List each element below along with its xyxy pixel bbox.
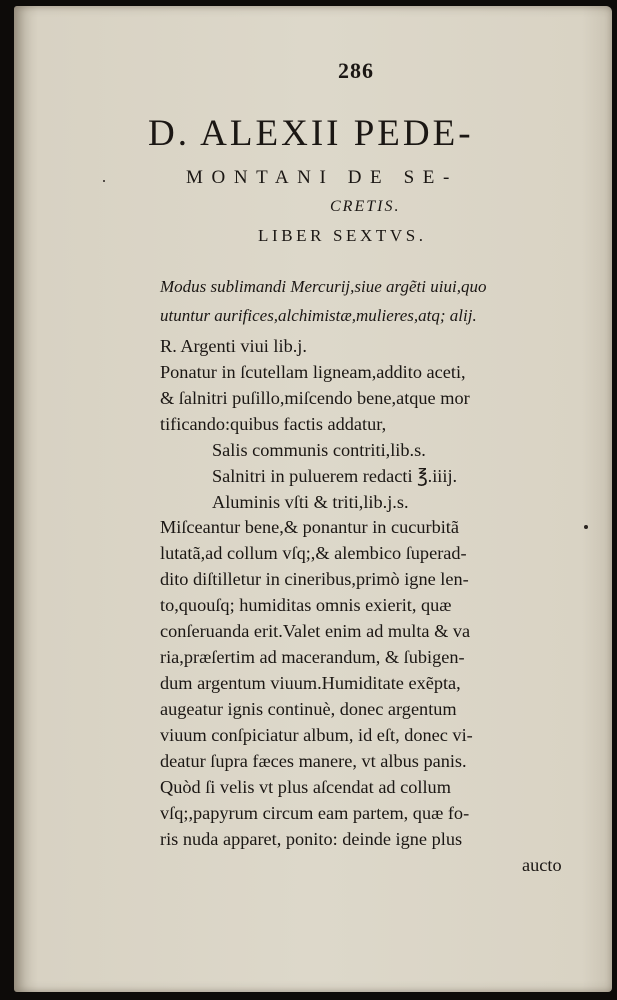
ingredient-line: Salnitri in puluerem redacti ℥.iiij. <box>212 466 458 486</box>
page-number: 286 <box>338 58 374 83</box>
body-line: lutatã,ad collum vſq;,& alembico ſuperad- <box>160 543 467 563</box>
body-line: dito diſtilletur in cineribus,primò igne len- <box>160 569 469 589</box>
body-line: R. Argenti viui lib.j. <box>160 336 307 356</box>
title-line-4: LIBER SEXTVS. <box>258 226 427 245</box>
body-line: tificando:quibus factis addatur, <box>160 414 387 434</box>
body-line: & ſalnitri puſillo,miſcendo bene,atque mor <box>160 388 470 408</box>
body-line: conſeruanda erit.Valet enim ad multa & va <box>160 621 471 641</box>
body-line: Quòd ſi velis vt plus aſcendat ad collum <box>160 777 451 797</box>
title-line-2: MONTANI DE SE- <box>186 167 458 188</box>
recipe-heading-line: utuntur aurifices,alchimistæ,mulieres,atq; alij. <box>160 306 477 325</box>
catchword: aucto <box>522 855 562 875</box>
recipe-heading-line: Modus sublimandi Mercurij,siue argẽti uiui,quo <box>160 277 487 296</box>
body-line: Ponatur in ſcutellam ligneam,addito aceti, <box>160 362 466 382</box>
body-line: dum argentum viuum.Humiditate exẽpta, <box>160 673 461 693</box>
body-line: deatur ſupra fæces manere, vt albus panis. <box>160 751 467 771</box>
body-line: augeatur ignis continuè, donec argentum <box>160 699 457 719</box>
ingredient-line: Salis communis contriti,lib.s. <box>212 440 426 460</box>
body-line: ria,præſertim ad macerandum, & ſubigen- <box>160 647 465 667</box>
title-line-1: D. ALEXII PEDE- <box>148 113 474 154</box>
body-line: Miſceantur bene,& ponantur in cucurbitã <box>160 517 459 537</box>
margin-mark <box>584 525 588 529</box>
title-line-3: CRETIS. <box>330 198 401 215</box>
body-line: vſq;,papyrum circum eam partem, quæ fo- <box>160 803 470 823</box>
ingredient-line: Aluminis vſti & triti,lib.j.s. <box>212 492 409 512</box>
body-line: to,quouſq; humiditas omnis exierit, quæ <box>160 595 452 615</box>
body-line: viuum conſpiciatur album, id eſt, donec vi- <box>160 725 473 745</box>
body-line: ris nuda apparet, ponito: deinde igne plus <box>160 829 463 849</box>
paper-speck <box>103 180 105 182</box>
